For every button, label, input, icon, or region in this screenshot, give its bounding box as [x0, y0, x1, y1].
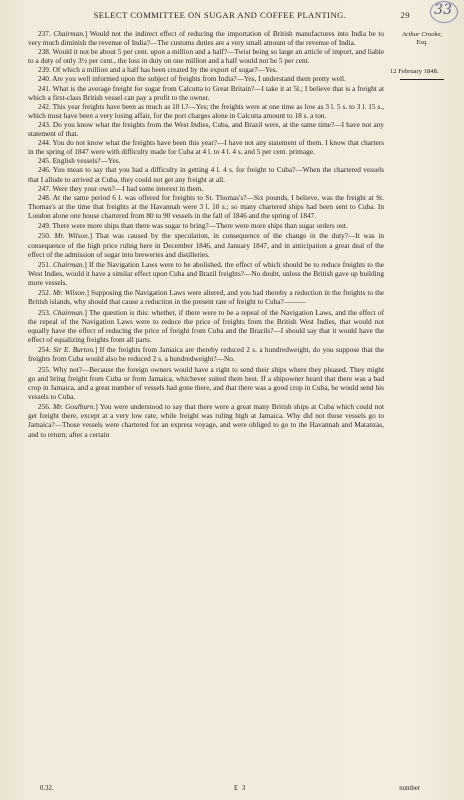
print-code: 0.32.	[40, 785, 54, 792]
paragraph-256: 256. Mr. Goulburn.] You were understood to say that there were a great many British ships at Cuba which could not get freight there, except at a very low rate, while freight was ruling high at Jamaica. Why did not those vessels go to Jamaica?—Those vessels were chartered for an express voyage, and were obliged to go to the Havannah and Matanzas, and to return; after a certain	[28, 402, 384, 439]
paragraph-242: 242. This year freights have been as much as 10 l.?—Yes; the freights were at one time as low as 3 l. 5 s. to 3 l. 15 s., which must have been a very losing affair, for the port charges alone in Calcutta amount to 18 s. a ton.	[28, 101, 384, 120]
page-footer	[28, 785, 420, 795]
paragraph-248: 248. At the same period 6 l. was offered for freights to St. Thomas's?—Six pounds, I believe, was the freight at St. Thomas's at the time that freights at the Havannah were 3 l. 10 s.; so many chartered ships had been sent to Cuba. In London alone one house chartered from 80 to 90 vessels in the fall of 1846 and the spring of 1847.	[28, 192, 384, 220]
margin-rule	[400, 79, 444, 80]
paragraph-251: 251. Chairman.] If the Navigation Laws were to be abolished, the effect of which should be to reduce freights to the West Indies, would it have a similar effect upon Cuba and Brazil freights?—No doubt, unless the British gave up building more vessels.	[28, 259, 385, 288]
hearing-date: 12 February 1848.	[390, 68, 439, 75]
paragraph-249: 249. There were more ships than there was sugar to bring?—There were more ships than sugar orders out.	[38, 221, 348, 231]
witness-name: Arthur Crooke,	[401, 31, 443, 38]
paragraph-255: 255. Why not?—Because the foreign owners would have a right to send their ships where they pleased. They might go and bring freight from Cuba or from Jamaica, whichever suited them best. If a shipowner heard that there was a bad crop in Jamaica, and a great number of vessels had gone there, and that there was a good crop in Cuba, he would send his vessels to Cuba.	[28, 364, 384, 401]
paragraph-253: 253. Chairman.] The question is this: whether, if there were to be a repeal of the Navigation Laws, and the effect of the repeal of the Navigation Laws were to reduce the price of freights from the British West Indies, that would not equally have the effect of reducing the price of freight from Cuba and the Brazils?—I should say that it would have the effect of equalizing freights from all parts.	[28, 307, 384, 345]
catchword: number	[399, 785, 420, 792]
paragraph-240: 240. Are you well informed upon the subject of freights from India?—Yes, I understand them pretty well.	[38, 74, 346, 84]
paragraph-237: 237. Chairman.] Would not the indirect effect of reducing the importation of British manufactures into India be to very much diminish the revenue of India?—The customs duties are a very small amount of the revenue of India.	[28, 29, 384, 48]
paragraph-244: 244. You do not know what the freights have been this year?—I have not any statement of them. I know that charters in the spring of 1847 were with difficulty made for Cuba at 4 l. to 4 l. 4 s. and 5 per cent. primage.	[28, 138, 384, 157]
paragraph-245: 245. English vessels?—Yes.	[38, 156, 121, 166]
paragraph-250: 250. Mr. Wilson.] That was caused by the speculation, in consequence of the change in the duty?—It was in consequence of the high price ruling here in December 1846, and January 1847, and in anticipation a great deal of the effect of the admission of sugar into breweries and distilleries.	[28, 231, 385, 259]
signature-mark: E 3	[234, 785, 247, 792]
paragraph-239: 239. Of which a million and a half has been created by the export of sugar?—Yes.	[38, 65, 278, 75]
paragraph-254: 254. Sir E. Burton.] If the freights from Jamaica are thereby reduced 2 s. a hundredweight, do you suppose that the freights from Cuba would also be reduced 2 s. a hundredweight?—No.	[28, 345, 385, 364]
paragraph-241: 241. What is the average freight for sugar from Calcutta to Great Britain?—I take it at 5l.; I believe that is a freight at which a first-class British vessel can pay a profit to the owner.	[28, 83, 384, 102]
paragraph-247: 247. Were they your own?—I had some interest in them.	[38, 183, 204, 193]
witness-title: Esq.	[416, 39, 428, 46]
testimony-body	[28, 29, 384, 439]
folio-mark: 33	[434, 2, 452, 18]
margin-note	[388, 31, 456, 80]
page-number: 29	[400, 10, 410, 20]
paragraph-238: 238. Would it not be about 5 per cent. upon a million and a half?—Twist being so large an article of import, and liable to a duty of only 3½ per cent., the loss in duty on one million and a half would not be 5 per cent.	[28, 47, 384, 66]
header-title: SELECT COMMITTEE ON SUGAR AND COFFEE PLANTING.	[93, 10, 347, 20]
paragraph-243: 243. Do you know what the freights from the West Indies, Cuba, and Brazil were, at the same time?—I have not any statement of that.	[28, 119, 384, 139]
paragraph-246: 246. You mean to say that you had a difficulty in getting 4 l. 4 s. for freight to Cuba?—When the chartered vessels that I allude to arrived at Cuba, they could not get any freight at all.	[28, 165, 384, 184]
paragraph-252: 252. Mr. Wilson.] Supposing the Navigation Laws were altered, and you had thereby a reduction in the freights to the British islands, why should that cause a reduction in the present rate of freight to Cuba?———	[28, 288, 384, 307]
running-header	[30, 10, 410, 20]
